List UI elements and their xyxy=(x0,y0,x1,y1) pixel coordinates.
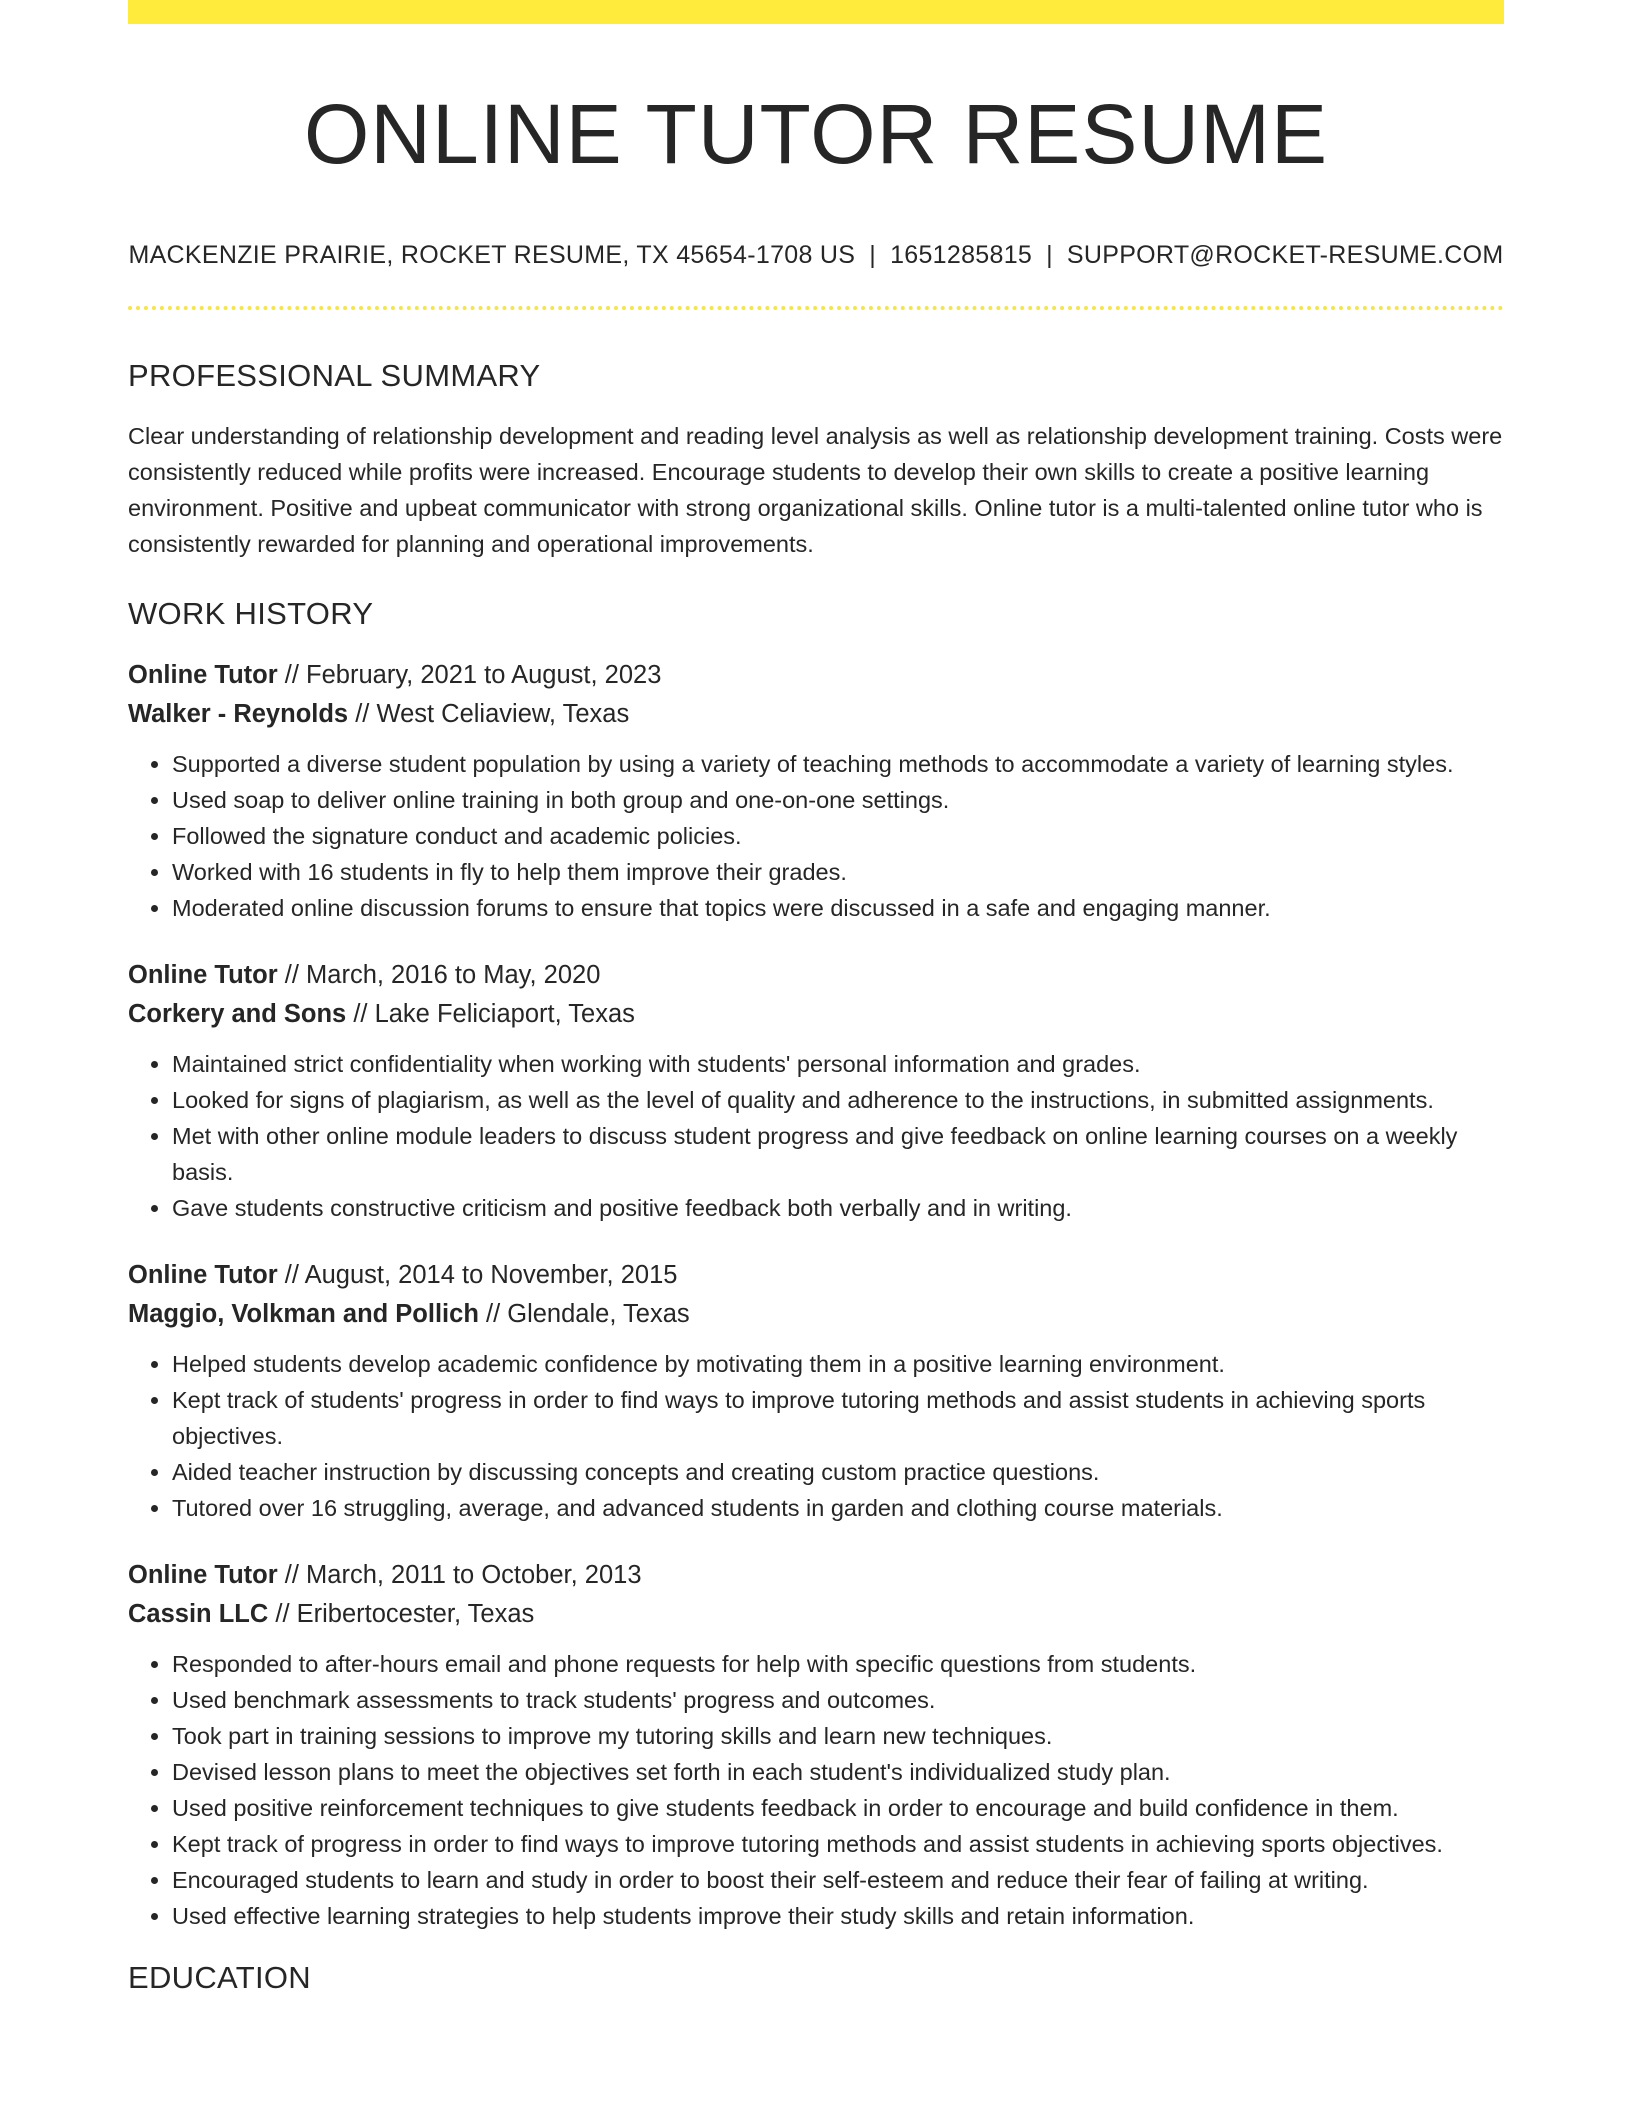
duty-item: • Encouraged students to learn and study in order to boost their self-esteem and reduce their fear of failing at writing. xyxy=(172,1862,1504,1898)
job-location: // Eribertocester, Texas xyxy=(268,1599,535,1628)
duty-item: • Looked for signs of plagiarism, as well as the level of quality and adherence to the instructions, in submitted assignments. xyxy=(172,1082,1504,1118)
duty-item: • Kept track of students' progress in order to find ways to improve tutoring methods and assist students in achieving sports objectives. xyxy=(172,1382,1504,1454)
education-heading: EDUCATION xyxy=(128,1959,311,1995)
job-duties xyxy=(128,1046,1504,1226)
duty-item: • Used soap to deliver online training in both group and one-on-one settings. xyxy=(172,782,1504,818)
job-dates: // March, 2016 to May, 2020 xyxy=(277,960,601,989)
duty-item: • Kept track of progress in order to find ways to improve tutoring methods and assist students in achieving sports objectives. xyxy=(172,1826,1504,1862)
duty-item: • Followed the signature conduct and academic policies. xyxy=(172,818,1504,854)
duty-item: • Tutored over 16 struggling, average, and advanced students in garden and clothing course materials. xyxy=(172,1490,1504,1526)
resume-page xyxy=(128,0,1504,1996)
job-duties xyxy=(128,746,1504,926)
duty-item: • Supported a diverse student population by using a variety of teaching methods to accommodate a variety of learning styles. xyxy=(172,746,1504,782)
duty-item: • Met with other online module leaders to discuss student progress and give feedback on online learning courses on a weekly basis. xyxy=(172,1118,1504,1190)
duty-item: • Used benchmark assessments to track students' progress and outcomes. xyxy=(172,1682,1504,1718)
duty-item: • Responded to after-hours email and phone requests for help with specific questions from students. xyxy=(172,1646,1504,1682)
job-entry xyxy=(128,956,1504,1226)
work-history-heading: WORK HISTORY xyxy=(128,595,374,631)
contact-address: MACKENZIE PRAIRIE, ROCKET RESUME, TX 45654-1708 US xyxy=(128,240,856,269)
job-company-line xyxy=(128,1595,1504,1634)
contact-separator: | xyxy=(869,240,877,269)
job-dates: // August, 2014 to November, 2015 xyxy=(277,1260,678,1289)
job-company: Corkery and Sons xyxy=(128,999,347,1028)
contact-phone: 1651285815 xyxy=(890,240,1033,269)
job-dates: // February, 2021 to August, 2023 xyxy=(277,660,662,689)
duty-item: • Used effective learning strategies to help students improve their study skills and retain information. xyxy=(172,1898,1504,1934)
job-location: // Lake Feliciaport, Texas xyxy=(346,999,635,1028)
job-entry xyxy=(128,1556,1504,1934)
job-title: Online Tutor xyxy=(128,1560,278,1589)
duty-item: • Worked with 16 students in fly to help them improve their grades. xyxy=(172,854,1504,890)
contact-email: SUPPORT@ROCKET-RESUME.COM xyxy=(1066,240,1504,269)
page-title: ONLINE TUTOR RESUME xyxy=(303,87,1329,181)
job-entry xyxy=(128,1256,1504,1526)
job-dates: // March, 2011 to October, 2013 xyxy=(277,1560,642,1589)
job-duties xyxy=(128,1646,1504,1934)
summary-text: Clear understanding of relationship development and reading level analysis as well as relationship development training. Costs were consistently reduced while profits were increased. Encourage students to develop their own skills to create a positive learning environment. Positive and upbeat communicator with strong organizational skills. Online tutor is a multi-talented online tutor who is consistently rewarded for planning and operational improvements. xyxy=(128,422,1503,557)
job-title-line xyxy=(128,656,1504,695)
job-title-line xyxy=(128,956,1504,995)
job-location: // West Celiaview, Texas xyxy=(348,699,630,728)
accent-bar xyxy=(128,0,1504,24)
job-title: Online Tutor xyxy=(128,1260,278,1289)
job-entry xyxy=(128,656,1504,926)
duty-item: • Maintained strict confidentiality when working with students' personal information and grades. xyxy=(172,1046,1504,1082)
contact-separator: | xyxy=(1046,240,1053,269)
job-title-line xyxy=(128,1256,1504,1295)
work-history-list xyxy=(128,656,1504,1934)
job-company: Maggio, Volkman and Pollich xyxy=(128,1299,479,1328)
duty-item: • Gave students constructive criticism and positive feedback both verbally and in writing. xyxy=(172,1190,1504,1226)
job-company: Cassin LLC xyxy=(128,1599,269,1628)
job-title: Online Tutor xyxy=(128,960,278,989)
job-location: // Glendale, Texas xyxy=(478,1299,690,1328)
job-title-line xyxy=(128,1556,1504,1595)
duty-item: • Helped students develop academic confidence by motivating them in a positive learning environment. xyxy=(172,1346,1504,1382)
job-company-line xyxy=(128,1295,1504,1334)
duty-item: • Devised lesson plans to meet the objectives set forth in each student's individualized study plan. xyxy=(172,1754,1504,1790)
job-duties xyxy=(128,1346,1504,1526)
contact-line xyxy=(128,241,1504,270)
job-title: Online Tutor xyxy=(128,660,278,689)
summary-heading: PROFESSIONAL SUMMARY xyxy=(128,357,541,393)
job-company: Walker - Reynolds xyxy=(128,699,349,728)
duty-item: • Aided teacher instruction by discussing concepts and creating custom practice questions. xyxy=(172,1454,1504,1490)
duty-item: • Took part in training sessions to improve my tutoring skills and learn new techniques. xyxy=(172,1718,1504,1754)
duty-item: • Moderated online discussion forums to ensure that topics were discussed in a safe and engaging manner. xyxy=(172,890,1504,926)
dotted-divider xyxy=(128,306,1504,310)
job-company-line xyxy=(128,695,1504,734)
job-company-line xyxy=(128,995,1504,1034)
duty-item: • Used positive reinforcement techniques to give students feedback in order to encourage and build confidence in them. xyxy=(172,1790,1504,1826)
